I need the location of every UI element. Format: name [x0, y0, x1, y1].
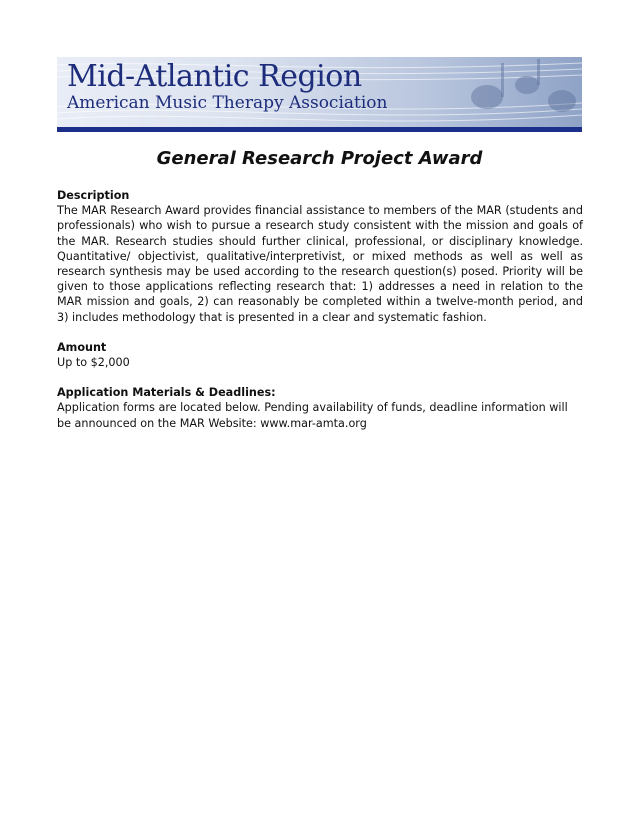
description-text: The MAR Research Award provides financial assistance to members of the MAR (students and professionals) who wish to pursue a research study consistent with the mission and goals of the MAR. Research studies should further clinical, professional, or disciplinary knowledge. Quantitative/ objectivist, qualitative/interpretivist, or mixed methods as well as well as research synthesis may be used according to the research question(s) posed. Priority will be given to those applications reflecting research that: 1) addresses a need in relation to the MAR mission and goals, 2) can reasonably be completed within a twelve-month period, and 3) includes methodology that is presented in a clear and systematic fashion.: [57, 204, 583, 324]
amount-heading: Amount: [57, 340, 107, 354]
document-title: General Research Project Award: [156, 148, 483, 169]
header-banner: [57, 57, 582, 127]
banner-title: Mid-Atlantic Region: [67, 59, 362, 94]
amount-text: Up to $2,000: [57, 356, 130, 370]
description-heading: Description: [57, 189, 130, 202]
materials-heading: Application Materials & Deadlines:: [57, 386, 276, 400]
document-body: [57, 188, 583, 431]
banner-subtitle: American Music Therapy Association: [67, 93, 388, 113]
materials-text: Application forms are located below. Pending availability of funds, deadline information will be announced on the MAR Website: www.mar-amta.org: [57, 401, 568, 430]
banner-underline: [57, 127, 582, 132]
